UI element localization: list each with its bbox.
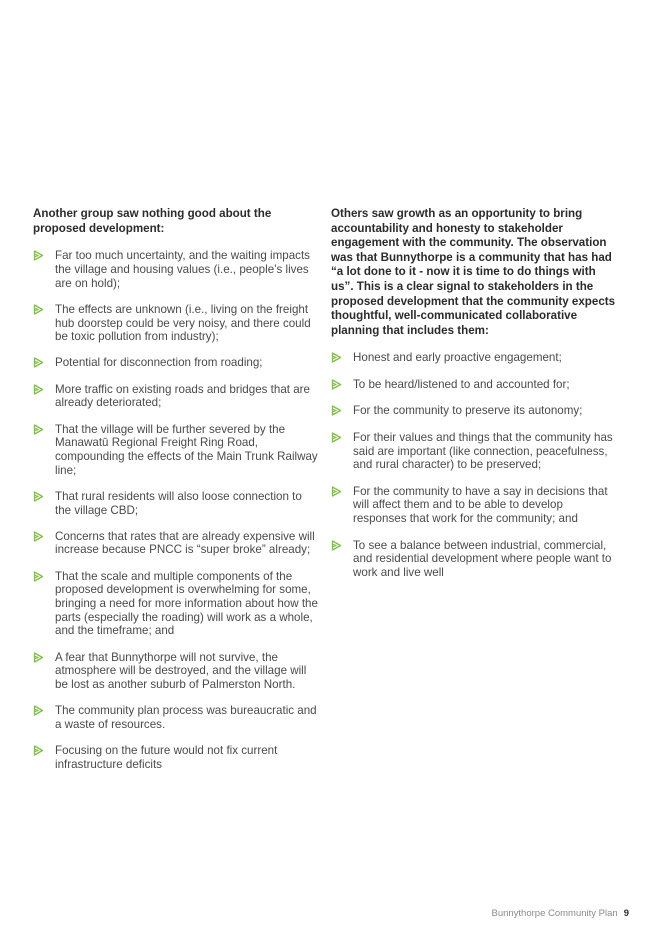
arrow-bullet-icon xyxy=(331,352,342,363)
arrow-bullet-icon xyxy=(33,250,44,261)
arrow-bullet-icon xyxy=(33,571,44,582)
list-item xyxy=(33,530,318,557)
right-column xyxy=(331,207,616,593)
list-item-text: Concerns that rates that are already expensive will increase because PNCC is “super broke” already; xyxy=(55,529,315,557)
list-item-text: For their values and things that the community has said are important (like connection, peacefulness, and rural character) to be preserved; xyxy=(353,430,613,472)
list-item xyxy=(33,249,318,290)
list-item xyxy=(33,570,318,639)
list-item-text: Focusing on the future would not fix current infrastructure deficits xyxy=(55,744,278,771)
list-item-text: To see a balance between industrial, commercial, and residential development where people want to work and live well xyxy=(353,538,612,580)
arrow-bullet-icon xyxy=(33,384,44,395)
list-item xyxy=(331,404,616,418)
page-number: 9 xyxy=(623,908,629,919)
left-column xyxy=(33,207,318,784)
list-item xyxy=(33,651,318,692)
arrow-bullet-icon xyxy=(331,405,342,416)
arrow-bullet-icon xyxy=(33,424,44,435)
arrow-bullet-icon xyxy=(331,379,342,390)
list-item-text: Far too much uncertainty, and the waiting impacts the village and housing values (i.e., people’s lives are on hold); xyxy=(55,249,310,290)
list-item-text: That rural residents will also loose connection to the village CBD; xyxy=(55,489,302,517)
arrow-bullet-icon xyxy=(33,705,44,716)
left-lead-paragraph: Another group saw nothing good about the proposed development: xyxy=(33,207,272,235)
list-item xyxy=(33,383,318,410)
list-item-text: Honest and early proactive engagement; xyxy=(353,351,562,365)
list-item-text: That the scale and multiple components of the proposed development is overwhelming for some, bringing a need for more information about how the parts (especially the roading) will work as a whole, and the timeframe; and xyxy=(55,569,318,638)
list-item xyxy=(33,744,318,771)
right-lead-paragraph: Others saw growth as an opportunity to bring accountability and honesty to stakeholder engagement with the community. The observation was that Bunnythorpe is a community that has had “a lot done to it - now it is time to do things with us”. This is a clear signal to stakeholders in the proposed development that the community expects thoughtful, well-communicated collaborative planning that includes them: xyxy=(331,207,616,337)
list-item-text: The community plan process was bureaucratic and a waste of resources. xyxy=(55,704,317,731)
list-item-text: For the community to preserve its autonomy; xyxy=(353,404,583,418)
list-item-text: A fear that Bunnythorpe will not survive, the atmosphere will be destroyed, and the village will be lost as another suburb of Palmerston North. xyxy=(55,650,307,692)
arrow-bullet-icon xyxy=(33,531,44,542)
list-item xyxy=(33,423,318,478)
arrow-bullet-icon xyxy=(331,486,342,497)
list-item xyxy=(331,351,616,365)
list-item xyxy=(331,378,616,392)
list-item xyxy=(331,431,616,472)
arrow-bullet-icon xyxy=(33,491,44,502)
right-bullet-list xyxy=(331,351,616,579)
list-item-text: For the community to have a say in decisions that will affect them and to be able to develop responses that work for the community; and xyxy=(353,484,608,526)
list-item-text: More traffic on existing roads and bridges that are already deteriorated; xyxy=(55,382,310,410)
list-item-text: Potential for disconnection from roading; xyxy=(55,356,263,370)
footer-title: Bunnythorpe Community Plan xyxy=(491,908,618,919)
arrow-bullet-icon xyxy=(33,745,44,756)
list-item xyxy=(33,303,318,344)
list-item-text: That the village will be further severed by the Manawatū Regional Freight Ring Road, compounding the effects of the Main Trunk Railway line; xyxy=(55,422,318,477)
list-item-text: The effects are unknown (i.e., living on the freight hub doorstep could be very noisy, and there could be toxic pollution from industry); xyxy=(55,302,311,344)
arrow-bullet-icon xyxy=(33,357,44,368)
page-footer xyxy=(491,908,629,919)
list-item-text: To be heard/listened to and accounted for; xyxy=(353,377,570,391)
list-item xyxy=(33,490,318,517)
list-item xyxy=(331,539,616,580)
list-item xyxy=(331,485,616,526)
list-item xyxy=(33,704,318,731)
arrow-bullet-icon xyxy=(33,304,44,315)
arrow-bullet-icon xyxy=(331,540,342,551)
left-bullet-list xyxy=(33,249,318,771)
list-item xyxy=(33,356,318,370)
arrow-bullet-icon xyxy=(33,652,44,663)
arrow-bullet-icon xyxy=(331,432,342,443)
